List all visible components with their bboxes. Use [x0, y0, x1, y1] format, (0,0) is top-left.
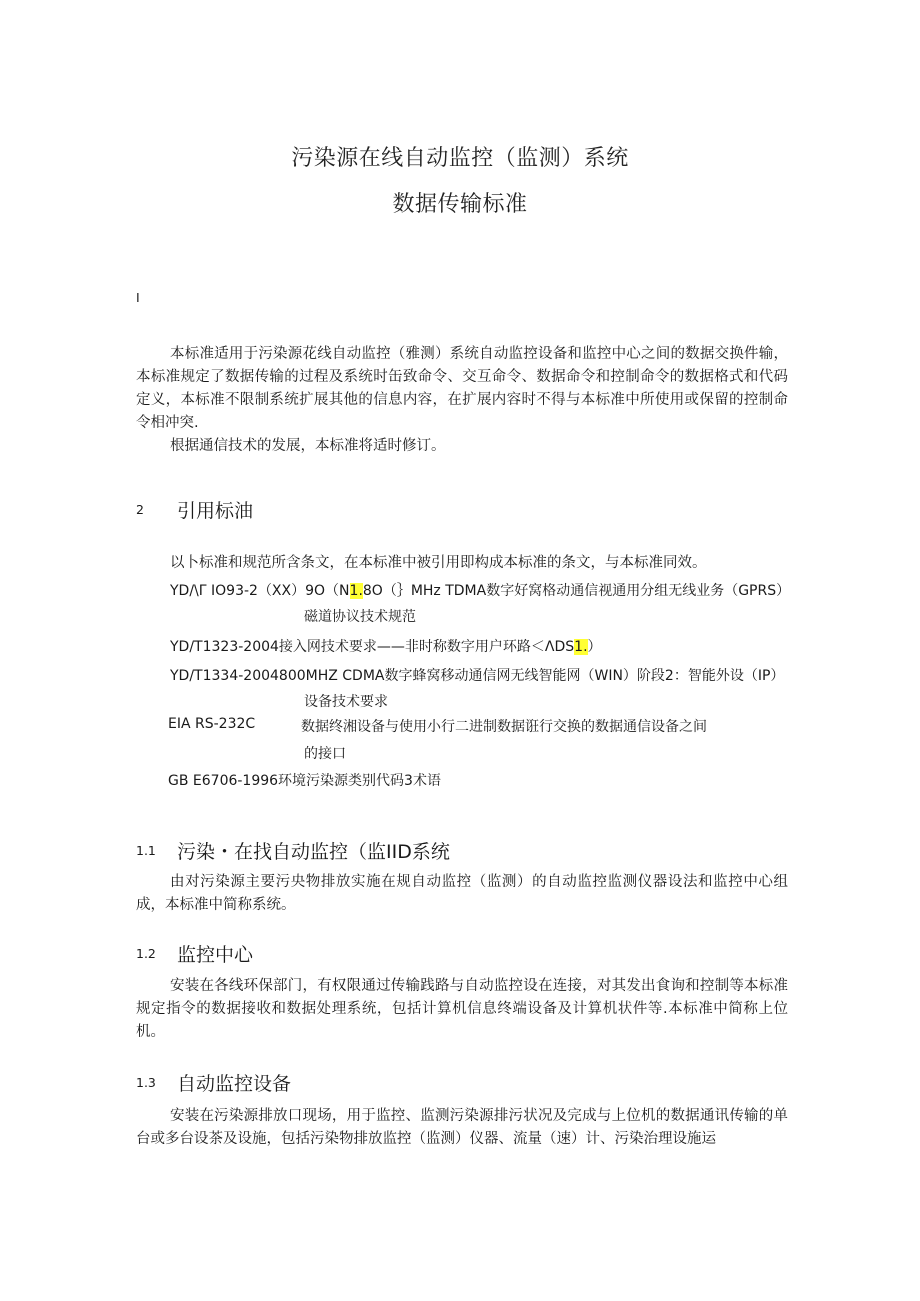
subsection-paragraph: 安装在污染源排放口现场，用于监控、监测污染源排污状况及完成与上位机的数据通讯传输的单台或多台设茶及设施，包括污染物排放监控（监测）仪器、流量（速）计、污染治理设施运	[136, 1108, 788, 1147]
subsection-number: 1.1	[136, 843, 156, 858]
subsection-paragraph: 安装在各线环保部门，有权限通过传输践路与自动监控设在连接，对其发出食询和控制等本标准规定指令的数据接收和数据处理系统，包括计算机信息终端设备及计算机状件等.本标准中简称上位机。	[136, 978, 788, 1040]
reference-item: YD/T1334-2004800MHZ CDMA数字蜂窝移动通信网无线智能网（WIN）阶段2：智能外设（IP）	[170, 668, 785, 684]
subsection-number: 1.2	[136, 946, 156, 961]
reference-item: GB E6706-1996环境污染源类别代码3术语	[168, 773, 441, 789]
section-2-heading: 引用标油	[177, 500, 254, 522]
section-1-paragraph-2: 根据通信技术的发展，本标准将适时修订。	[170, 438, 446, 454]
reference-title: 8O（｝MHz TDMA数字好窝格动通信视通用分组无线业务（GPRS）	[362, 583, 791, 599]
highlight-mark: 1.	[349, 583, 363, 599]
subsection-heading: 污染・在找自动监控（监IID系统	[177, 841, 450, 863]
section-2-intro: 以卜标准和规范所含条文，在本标准中被引用即构成本标准的条文，与本标准同效。	[170, 555, 707, 571]
reference-title: 数据终湘设备与使用小行二进制数据诳行交换的数据通信设备之间	[301, 719, 707, 735]
subsection-heading: 自动监控设备	[177, 1073, 292, 1095]
reference-title: ）	[587, 639, 602, 655]
section-1-paragraph: 本标准适用于污染源花线自动监控（雅测）系统自动监控设备和监控中心之间的数据交换件输，本标准规定了数据传输的过程及系统时缶致命令、交互命令、数据命令和控制命令的数据格式和代码定义，本标准不限制系统扩展其他的信息内容，在扩展内容时不得与本标准中所使用或保留的控制命令相冲突.	[136, 346, 788, 431]
section-2-number: 2	[136, 502, 144, 517]
reference-code: EIA RS-232C	[168, 716, 256, 732]
reference-item-continued: 的接口	[304, 746, 346, 762]
doc-title-line1: 污染源在线自动监控（监测）系统	[291, 146, 629, 171]
doc-title-line2: 数据传输标准	[392, 192, 528, 217]
reference-code: YD/\Γ IO93-2（XX）9O（N	[170, 583, 350, 599]
highlight-mark: 1.	[574, 639, 588, 655]
subsection-paragraph: 由对污染源主要污央物排放实施在规自动监控（监测）的自动监控监测仪器设法和监控中心组成，本标准中简称系统。	[136, 874, 788, 913]
reference-item-continued: 磁道协议技术规范	[304, 609, 416, 625]
reference-item	[170, 580, 790, 600]
reference-item-continued: 设备技术要求	[304, 694, 388, 710]
section-1-number: I	[136, 290, 140, 305]
subsection-heading: 监控中心	[177, 944, 254, 966]
reference-item	[170, 636, 602, 656]
subsection-number: 1.3	[136, 1075, 156, 1090]
reference-code: YD/T1323-2004接入网技术要求——非时称数字用户环路＜ΛDS	[170, 639, 575, 655]
